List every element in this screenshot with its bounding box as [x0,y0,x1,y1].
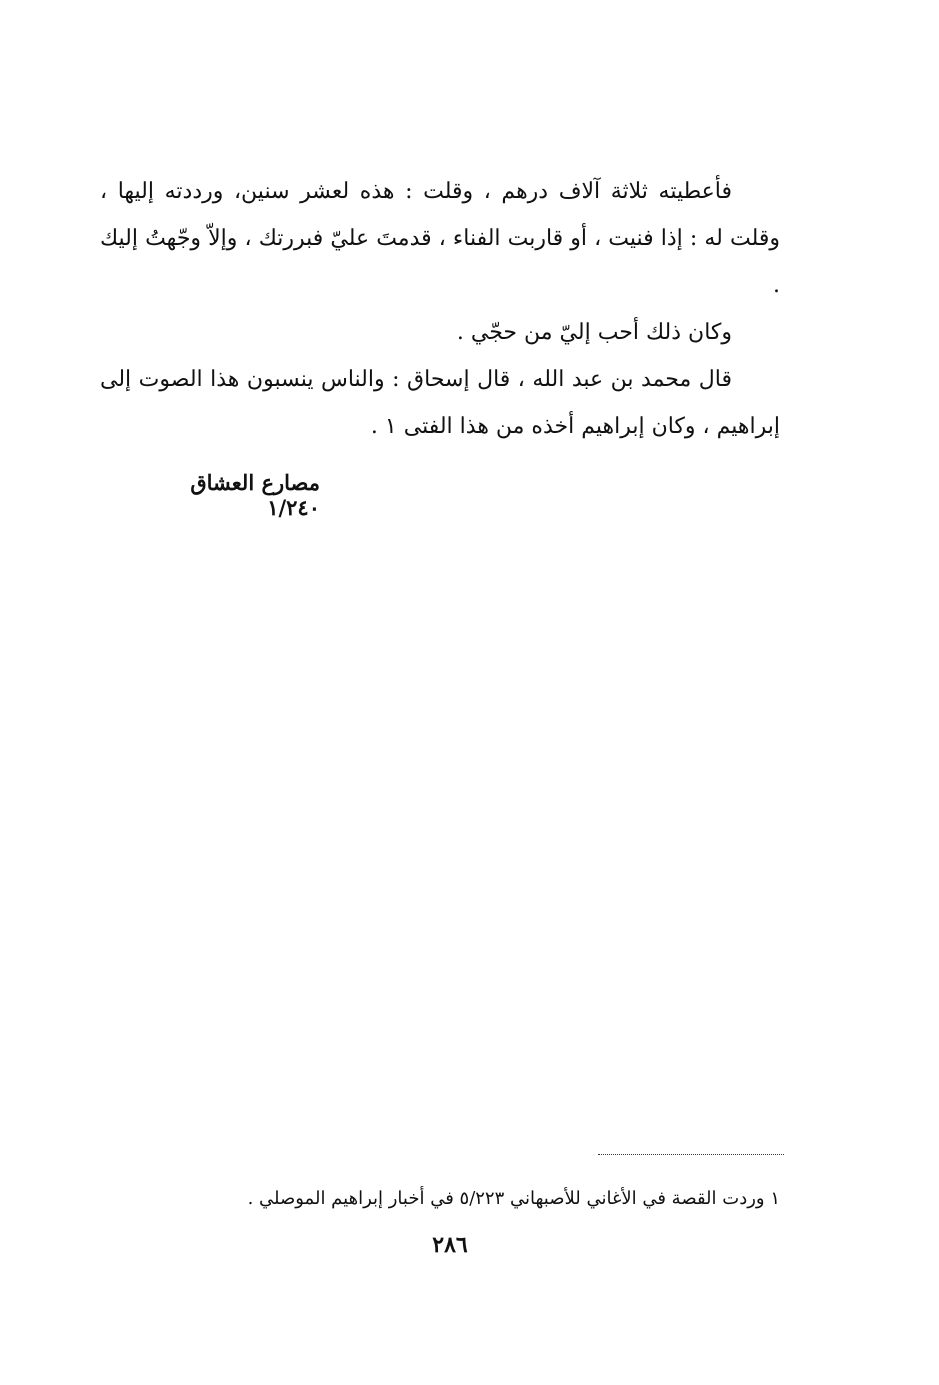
paragraph-1: فأعطيته ثلاثة آلاف درهم ، وقلت : هذه لعشر سنين، ورددته إليها ، وقلت له : إذا فنيت ، أو قاربت الفناء ، قدمتَ عليّ فبررتك ، وإلاّ وجّهتُ إليك . [100,179,780,298]
footnote-divider [598,1154,784,1155]
source-citation: مصارع العشاق ١/٢٤٠ [190,470,320,520]
footnote: ١ وردت القصة في الأغاني للأصبهاني ٥/٢٢٣ في أخبار إبراهيم الموصلي . [247,1188,780,1209]
page-number: ٢٨٦ [432,1232,468,1258]
paragraph-3: قال محمد بن عبد الله ، قال إسحاق : والناس ينسبون هذا الصوت إلى إبراهيم ، وكان إبراهيم أخذه من هذا الفتى ١ . [100,367,780,439]
paragraph-2: وكان ذلك أحب إليّ من حجّي . [456,320,732,345]
main-text [100,168,780,450]
